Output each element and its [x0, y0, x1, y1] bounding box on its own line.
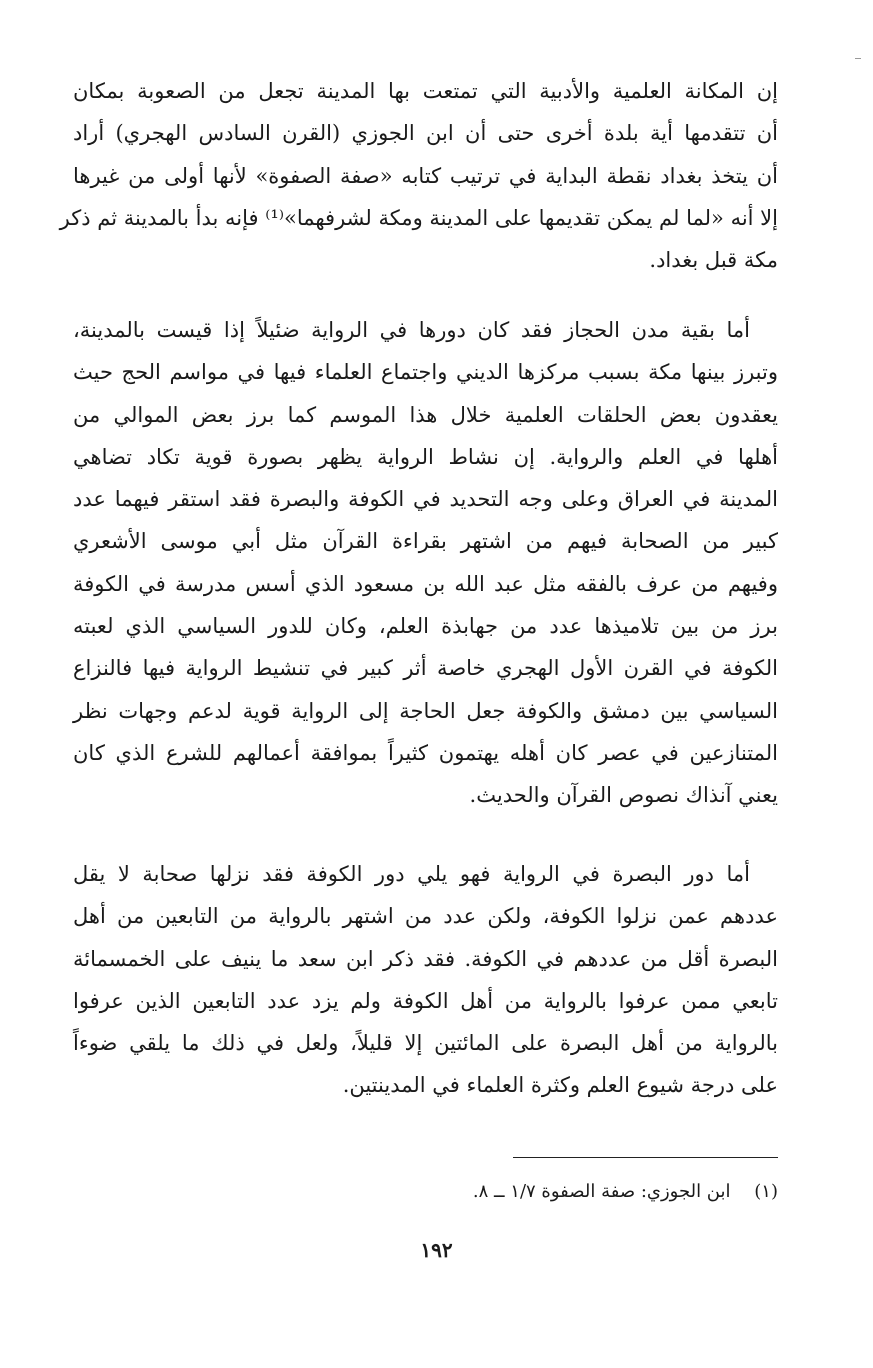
text-line: السياسي بين دمشق والكوفة جعل الحاجة إلى الرواية قوية لدعم وجهات نظر — [73, 698, 778, 723]
text-line: وتبرز بينها مكة بسبب مركزها الديني واجتماع العلماء فيها في مواسم الحج حيث — [73, 360, 778, 385]
text-line: أهلها في العلم والرواية. إن نشاط الرواية يظهر بصورة قوية تكاد تضاهي — [73, 444, 778, 469]
text-line: أن يتخذ بغداد نقطة البداية في ترتيب كتابه «صفة الصفوة» لأنها أولى من غيرها — [73, 163, 778, 188]
page-number: ١٩٢ — [420, 1238, 453, 1262]
text-line: عددهم عمن نزلوا الكوفة، ولكن عدد من اشتهر بالرواية من التابعين من أهل — [73, 904, 778, 929]
text-line: أما بقية مدن الحجاز فقد كان دورها في الرواية ضئيلاً إذا قيست بالمدينة، — [73, 318, 750, 342]
scan-speck — [855, 58, 861, 59]
footnote-text: ابن الجوزي: صفة الصفوة ١/٧ ــ ٨. — [472, 1181, 731, 1202]
footnote-divider — [513, 1157, 778, 1158]
text-line: إلا أنه «لما لم يمكن تقديمها على المدينة ومكة لشرفهما»⁽¹⁾ فإنه بدأ بالمدينة ثم ذكر — [59, 205, 778, 230]
text-line: بالرواية من أهل البصرة على المائتين إلا قليلاً، ولعل في ذلك ما يلقي ضوءاً — [73, 1031, 778, 1056]
paragraph-3 — [73, 853, 778, 1107]
footnote-number: (١) — [754, 1181, 778, 1202]
text-line: كبير من الصحابة فيهم من اشتهر بقراءة القرآن مثل أبي موسى الأشعري — [73, 529, 778, 554]
text-line: تابعي ممن عرفوا بالرواية من أهل الكوفة ولم يزد عدد التابعين الذين عرفوا — [73, 988, 778, 1013]
text-line: أن تتقدمها أية بلدة أخرى حتى أن ابن الجوزي (القرن السادس الهجري) أراد — [73, 121, 778, 146]
text-line: إن المكانة العلمية والأدبية التي تمتعت بها المدينة تجعل من الصعوبة بمكان — [73, 79, 778, 103]
text-line: برز من بين تلاميذها عدد من جهابذة العلم، وكان للدور السياسي الذي لعبته — [73, 614, 778, 639]
paragraph-1 — [59, 70, 778, 281]
text-line: الكوفة في القرن الأول الهجري خاصة أثر كبير في تنشيط الرواية فيها فالنزاع — [73, 656, 778, 681]
text-line: وفيهم من عرف بالفقه مثل عبد الله بن مسعود الذي أسس مدرسة في الكوفة — [73, 571, 778, 596]
text-line: يعقدون بعض الحلقات العلمية خلال هذا الموسم كما برز بعض الموالي من — [73, 402, 778, 427]
text-line: يعني آنذاك نصوص القرآن والحديث. — [469, 783, 778, 808]
text-line: المتنازعين في عصر كان أهله يهتمون كثيراً بموافقة أعمالهم للشرع الذي كان — [73, 740, 778, 765]
paragraph-2 — [73, 309, 778, 817]
text-line: مكة قبل بغداد. — [649, 248, 778, 273]
text-line: المدينة في العراق وعلى وجه التحديد في الكوفة والبصرة فقد استقر فيهما عدد — [73, 487, 778, 512]
text-line: أما دور البصرة في الرواية فهو يلي دور الكوفة فقد نزلها صحابة لا يقل — [73, 862, 750, 886]
text-line: البصرة أقل من عددهم في الكوفة. فقد ذكر ابن سعد ما ينيف على الخمسمائة — [73, 946, 778, 971]
text-line: على درجة شيوع العلم وكثرة العلماء في المدينتين. — [342, 1073, 778, 1098]
footnote — [473, 1177, 778, 1207]
